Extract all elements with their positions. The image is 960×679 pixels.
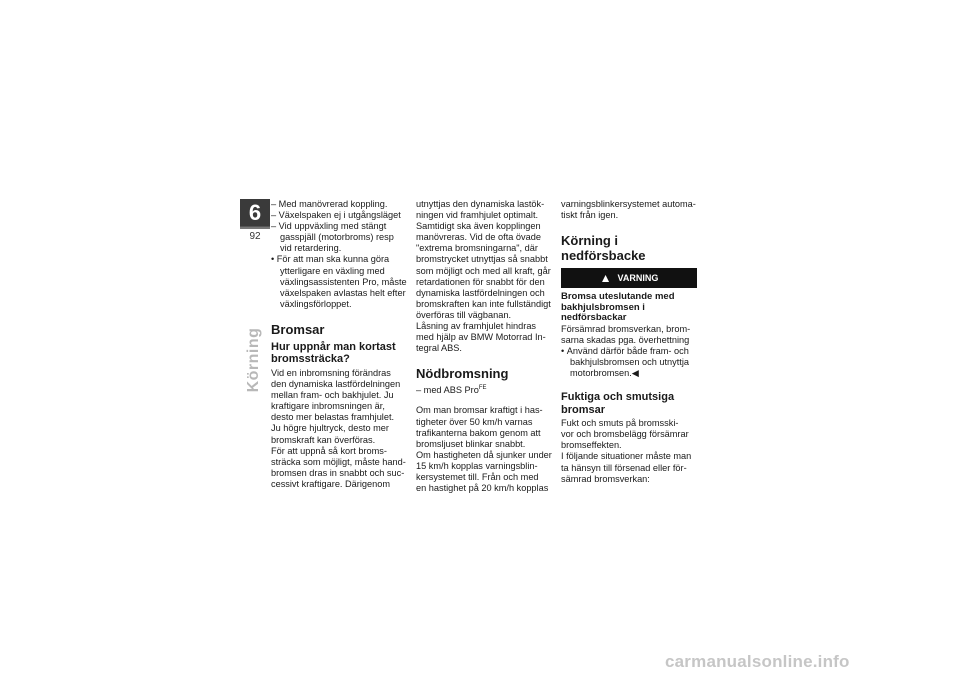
text-line: dynamiska lastfördelningen och xyxy=(416,287,545,298)
warning-bar xyxy=(561,268,697,288)
text-line: vor och bromsbelägg försämrar xyxy=(561,429,689,440)
text-line: bromstrycket utnyttjas så snabbt xyxy=(416,254,548,265)
text-line: Om hastigheten då sjunker under xyxy=(416,449,552,460)
text-line: Om man bromsar kraftigt i has- xyxy=(416,405,543,416)
text-line: tegral ABS. xyxy=(416,343,462,354)
text-line: kraftigare inbromsningen är, xyxy=(271,401,385,412)
text-line: bromsljuset blinkar snabbt. xyxy=(416,438,526,449)
body-text xyxy=(561,199,697,221)
text-line: överföras till vägbanan. xyxy=(416,309,511,320)
list-item: – Växelspaken ej i utgångsläget xyxy=(271,210,407,221)
warning-title: Bromsa uteslutande med bakhjulsbromsen i nedförsbackar xyxy=(561,291,675,324)
watermark: carmanualsonline.info xyxy=(665,652,850,671)
section-heading-bromsar: Bromsar xyxy=(271,321,325,337)
option-text: med ABS Pro xyxy=(423,385,479,396)
text-line: ta hänsyn till försenad eller för- xyxy=(561,462,687,473)
warning-label: VARNING xyxy=(617,272,659,283)
chapter-side-label: Körning xyxy=(245,327,262,393)
body-text xyxy=(416,405,552,494)
list-item: – Vid uppväxling med stängt gasspjäll (motorbroms) resp vid retardering. xyxy=(271,221,407,254)
text-line: Fukt och smuts på bromsski- xyxy=(561,418,679,429)
text-line: 15 km/h kopplas varningsblin- xyxy=(416,460,538,471)
text-line: mellan fram- och bakhjulet. Ju xyxy=(271,390,394,401)
option-line xyxy=(416,385,552,396)
column-1 xyxy=(271,199,407,490)
chapter-number: 6 xyxy=(240,199,270,226)
chapter-tab xyxy=(240,199,270,245)
body-text xyxy=(271,368,407,490)
text-line: I följande situationer måste man xyxy=(561,451,692,462)
text-line: tigheter över 50 km/h varnas xyxy=(416,416,533,427)
text-line: Samtidigt ska även kopplingen xyxy=(416,221,541,232)
text-line: varningsblinkersystemet automa- xyxy=(561,199,696,209)
section-heading-nodbromsning: Nödbromsning xyxy=(416,366,509,382)
text-line: bromseffekten. xyxy=(561,440,622,451)
text-line: trafikanterna bakom genom att xyxy=(416,427,541,438)
text-line: Vid en inbromsning förändras xyxy=(271,367,391,378)
text-line: manövreras. Vid de ofta övade xyxy=(416,232,541,243)
column-2 xyxy=(416,199,552,494)
text-line: sträcka som möjligt, måste hand- xyxy=(271,456,406,467)
text-line: cessivt kraftigare. Därigenom xyxy=(271,478,390,489)
text-line: bromskraft kan överföras. xyxy=(271,434,376,445)
text-line: utnyttjas den dynamiska lastök- xyxy=(416,199,545,209)
text-line: sämrad bromsverkan: xyxy=(561,473,650,484)
text-line: en hastighet på 20 km/h kopplas xyxy=(416,483,549,494)
warning-triangle-icon: ▲ xyxy=(599,270,612,285)
text-line: Låsning av framhjulet hindras xyxy=(416,321,537,332)
text-line: Ju högre hjultryck, desto mer xyxy=(271,423,389,434)
text-line: desto mer belastas framhjulet. xyxy=(271,412,395,423)
section-heading-nedforsbacke: Körning i nedförsbacke xyxy=(561,233,646,264)
text-line: bromskraften kan inte fullständigt xyxy=(416,298,551,309)
subheading-fuktiga-bromsar: Fuktiga och smutsiga bromsar xyxy=(561,391,675,416)
page-number: 92 xyxy=(240,227,270,245)
text-line: "extrema bromsningarna", där xyxy=(416,243,538,254)
subheading-bromsstracka: Hur uppnår man kortast bromssträcka? xyxy=(271,340,396,366)
option-sup: FE xyxy=(478,385,487,392)
body-text xyxy=(416,199,552,354)
text-line: kersystemet till. Från och med xyxy=(416,471,539,482)
warning-text xyxy=(561,324,697,346)
text-line: som möjligt och med all kraft, går xyxy=(416,265,551,276)
text-line: bromsen dras in snabbt och suc- xyxy=(271,467,405,478)
warning-bullet: • Använd därför både fram- och bakhjulsbromsen och utnyttja motorbromsen.◀ xyxy=(561,346,697,379)
text-line: sarna skadas pga. överhettning xyxy=(561,334,690,345)
text-line: tiskt från igen. xyxy=(561,210,619,221)
text-line: Försämrad bromsverkan, brom- xyxy=(561,323,691,334)
body-text xyxy=(561,418,697,485)
list-item: • För att man ska kunna göra ytterligare en växling med växlingsassistenten Pro, måste växelspaken avlastas helt efter växlingsförloppet. xyxy=(271,254,407,309)
text-line: ningen vid framhjulet optimalt. xyxy=(416,210,539,221)
list-items xyxy=(271,199,407,310)
text-line: För att uppnå så kort broms- xyxy=(271,445,387,456)
list-item: – Med manövrerad koppling. xyxy=(271,199,407,210)
text-line: med hjälp av BMW Motorrad In- xyxy=(416,332,546,343)
text-line: den dynamiska lastfördelningen xyxy=(271,379,401,390)
column-3 xyxy=(561,199,697,485)
text-line: retardationen för snabbt för den xyxy=(416,276,545,287)
